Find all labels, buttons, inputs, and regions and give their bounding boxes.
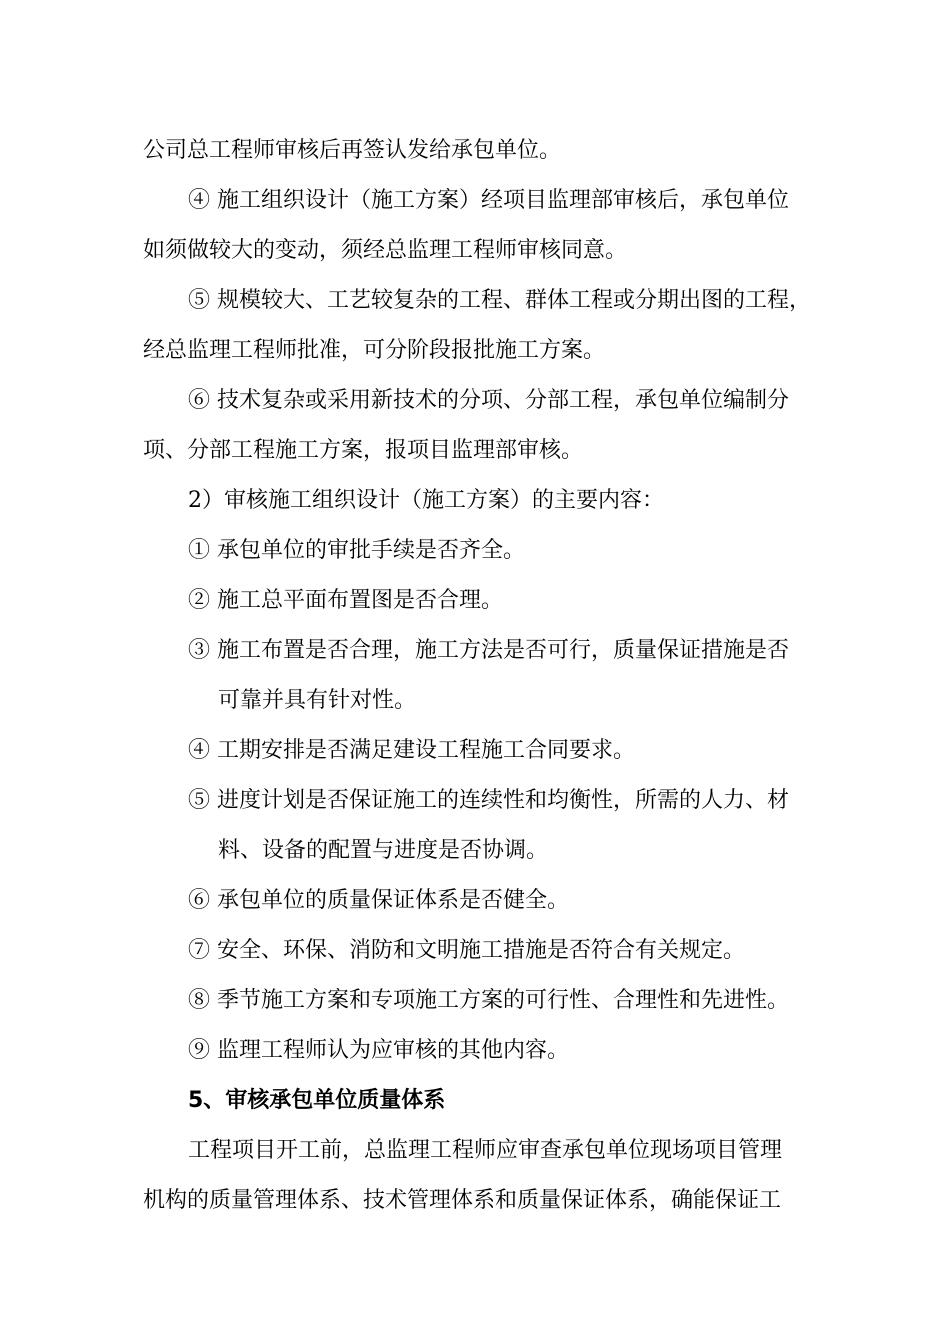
- paragraph-line: 公司总工程师审核后再签认发给承包单位。: [143, 138, 562, 163]
- list-item-4: ④ 施工组织设计（施工方案）经项目监理部审核后，承包单位: [188, 188, 789, 213]
- section-heading: 5、审核承包单位质量体系: [188, 1088, 446, 1113]
- list-item-7: ⑦ 安全、环保、消防和文明施工措施是否符合有关规定。: [188, 938, 745, 963]
- list-item-3: ③ 施工布置是否合理，施工方法是否可行，质量保证措施是否: [188, 638, 789, 663]
- paragraph-line: 如须做较大的变动，须经总监理工程师审核同意。: [143, 238, 628, 263]
- paragraph-line: 经总监理工程师批准，可分阶段报批施工方案。: [143, 338, 606, 363]
- list-item-8: ⑧ 季节施工方案和专项施工方案的可行性、合理性和先进性。: [188, 988, 789, 1013]
- list-item-9: ⑨ 监理工程师认为应审核的其他内容。: [188, 1038, 569, 1063]
- paragraph-line: 工程项目开工前，总监理工程师应审查承包单位现场项目管理: [188, 1138, 783, 1163]
- list-item-5: ⑤ 规模较大、工艺较复杂的工程、群体工程或分期出图的工程，: [188, 288, 811, 313]
- list-item-continuation: 可靠并具有针对性。: [218, 688, 417, 713]
- list-item-6: ⑥ 技术复杂或采用新技术的分项、分部工程，承包单位编制分: [188, 388, 789, 413]
- list-item-6: ⑥ 承包单位的质量保证体系是否健全。: [188, 888, 569, 913]
- list-item-2: ② 施工总平面布置图是否合理。: [188, 588, 503, 613]
- list-item-4: ④ 工期安排是否满足建设工程施工合同要求。: [188, 738, 635, 763]
- list-item-continuation: 料、设备的配置与进度是否协调。: [218, 838, 549, 863]
- section-subheading: 2）审核施工组织设计（施工方案）的主要内容：: [188, 488, 664, 513]
- list-item-1: ① 承包单位的审批手续是否齐全。: [188, 538, 525, 563]
- paragraph-line: 机构的质量管理体系、技术管理体系和质量保证体系，确能保证工: [143, 1188, 782, 1213]
- paragraph-line: 项、分部工程施工方案，报项目监理部审核。: [143, 438, 584, 463]
- list-item-5: ⑤ 进度计划是否保证施工的连续性和均衡性，所需的人力、材: [188, 788, 789, 813]
